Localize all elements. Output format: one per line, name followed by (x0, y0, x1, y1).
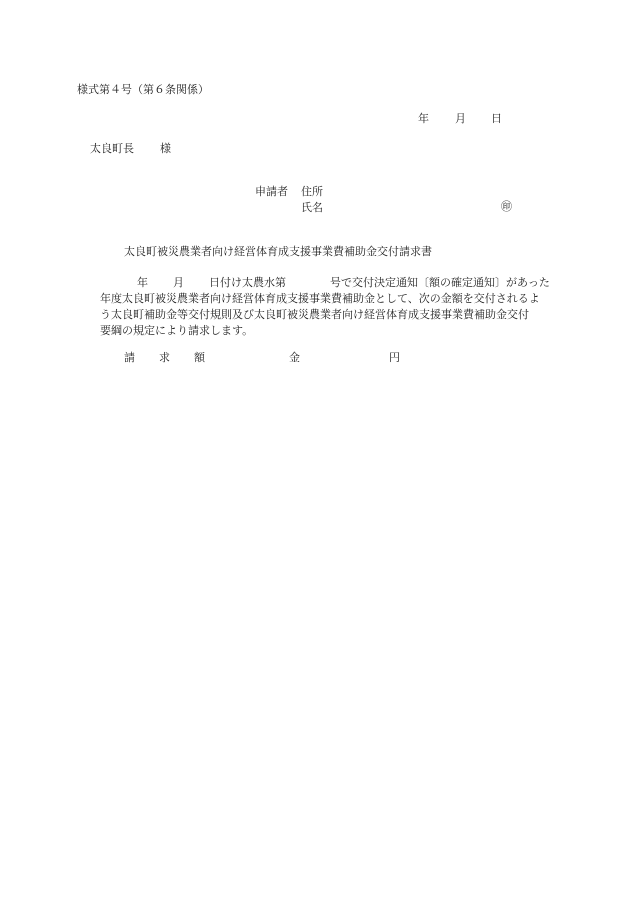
claim-currency-suffix: 円 (389, 351, 400, 364)
body-line-2: 年度太良町被災農業者向け経営体育成支援事業費補助金として、次の金額を交付されるよ (100, 292, 540, 305)
claim-currency-prefix: 金 (289, 351, 300, 364)
body-month: 月 (173, 276, 184, 289)
date-month: 月 (455, 112, 466, 125)
claim-char-2: 求 (159, 351, 170, 364)
claim-char-3: 額 (194, 351, 205, 364)
addressee-honorific: 様 (160, 142, 171, 155)
name-label: 氏名 (301, 201, 323, 214)
seal-mark: ㊞ (501, 200, 512, 213)
body-text (100, 275, 576, 339)
form-number: 様式第４号（第６条関係） (77, 83, 209, 96)
body-notice-text: 号で交付決定通知〔額の確定通知〕があった (330, 276, 550, 289)
claim-amount-label (124, 351, 205, 365)
document-title: 太良町被災農業者向け経営体育成支援事業費補助金交付請求書 (124, 245, 432, 258)
body-date-text: 日付け太農水第 (209, 276, 286, 289)
address-label: 住所 (301, 185, 323, 198)
body-line-4: 要綱の規定により請求します。 (100, 324, 254, 337)
claim-char-1: 請 (124, 351, 135, 364)
applicant-label: 申請者 (255, 185, 288, 198)
date-year: 年 (418, 112, 429, 125)
addressee-name: 太良町長 (90, 142, 134, 155)
date-day: 日 (491, 112, 502, 125)
body-line-3: う太良町補助金等交付規則及び太良町被災農業者向け経営体育成支援事業費補助金交付 (100, 308, 529, 321)
body-year: 年 (137, 276, 148, 289)
body-line-1 (100, 275, 576, 291)
